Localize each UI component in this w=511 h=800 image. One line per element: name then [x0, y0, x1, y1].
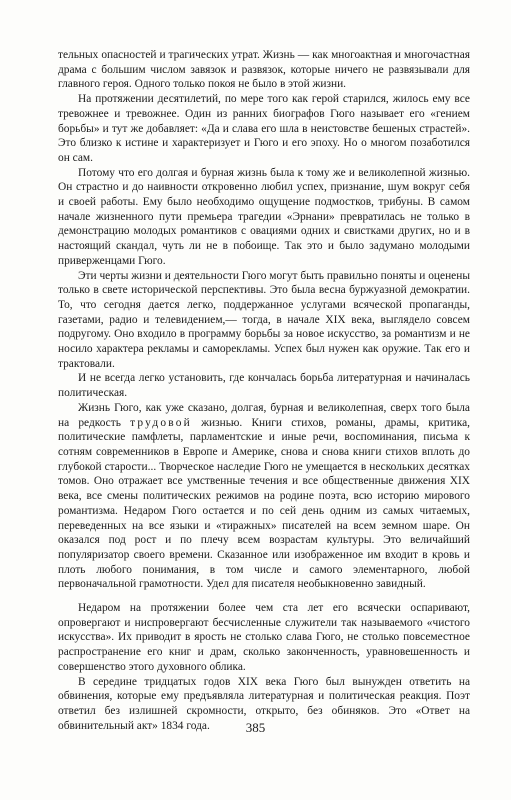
paragraph-continued: тельных опасностей и трагических утрат. Жизнь — как многоактная и многочастная драма с большим числом завязок и развязок, которые ничего не развязывали для главного героя. Одного только покоя не было в этой жизни.	[58, 49, 470, 91]
page-number: 385	[245, 720, 266, 735]
paragraph: В середине тридцатых годов XIX века Гюго был вынужден ответить на обвинения, которые ему предъявляла литературная и политическая реакция. Поэт ответил без излишней скромности, открыто, без обиняков. Это «Ответ на обвинительный акт» 1834 года.	[58, 675, 470, 732]
paragraph	[58, 401, 470, 592]
body-text	[58, 48, 470, 733]
paragraph-rest: жизнью. Книги стихов, романы, драмы, критика, политические памфлеты, парламентские и иные речи, воспоминания, письма к сотням современников в Европе и Америке, снова и снова книги стихов вплоть до глубокой старости... Творческое наследие Гюго не умещается в нескольких десятках томов. Оно отражает все умственные течения и все общественные движения XIX века, все смены политических режимов на родине поэта, всю историю мирового романтизма. Недаром Гюго остается и по сей день одним из самых читаемых, переведенных на все языки и «тиражных» писателей на всем земном шаре. Он оказался под рост и по плечу всем возрастам культуры. Это величайший популяризатор своего времени. Сказанное или изображенное им входит в кровь и плоть любого понимания, в том числе и самого элементарного, любой первоначальной грамотности. Удел для писателя необыкновенно завидный.	[58, 416, 470, 591]
paragraph: На протяжении десятилетий, по мере того как герой старился, жилось ему все тревожнее и тревожнее. Один из ранних биографов Гюго называет его «гением борьбы» и тут же добавляет: «Да и слава его шла в неистовстве бешеных страстей». Это близко к истине и характеризует и Гюго и его эпоху. Но о многом позаботился он сам.	[58, 93, 470, 164]
emphasized-word: трудовой	[130, 416, 192, 429]
paragraph: Недаром на протяжении более чем ста лет его всячески оспаривают, опровергают и ниспровергают бесчисленные служители так называемого «чистого искусства». Их приводит в ярость не столько слава Гюго, не столько повсеместное распространение его книг и драм, сколько законченность, уравновешенность и совершенство этого духовного облика.	[58, 602, 470, 673]
paragraph: Эти черты жизни и деятельности Гюго могут быть правильно поняты и оценены только в свете исторической перспективы. Это была весна буржуазной демократии. То, что сегодня дается легко, поддержанное услугами всяческой пропаганды, газетами, радио и телевидением,— тогда, в начале XIX века, выглядело совсем подругому. Оно входило в программу борьбы за новое искусство, за романтизм и не носило характера рекламы и саморекламы. Успех был нужен как оружие. Так его и трактовали.	[58, 269, 470, 370]
paragraph-lead: Жизнь Гюго, как уже сказано, долгая, бурная и великолепная, сверх того была на редкость	[58, 401, 470, 429]
paragraph: Потому что его долгая и бурная жизнь была к тому же и великолепной жизнью. Он страстно и до наивности откровенно любил успех, признание, шум вокруг себя и своей работы. Ему было необходимо ощущение подмостков, трибуны. В самом начале жизненного пути премьера трагедии «Эрнани» превратилась не только в демонстрацию молодых романтиков с овациями одних и свистками других, но и в настоящий скандал, чуть ли не в побоище. Так это и было задумано молодыми приверженцами Гюго.	[58, 166, 470, 267]
paragraph: И не всегда легко установить, где кончалась борьба литературная и начиналась политическая.	[58, 372, 470, 400]
